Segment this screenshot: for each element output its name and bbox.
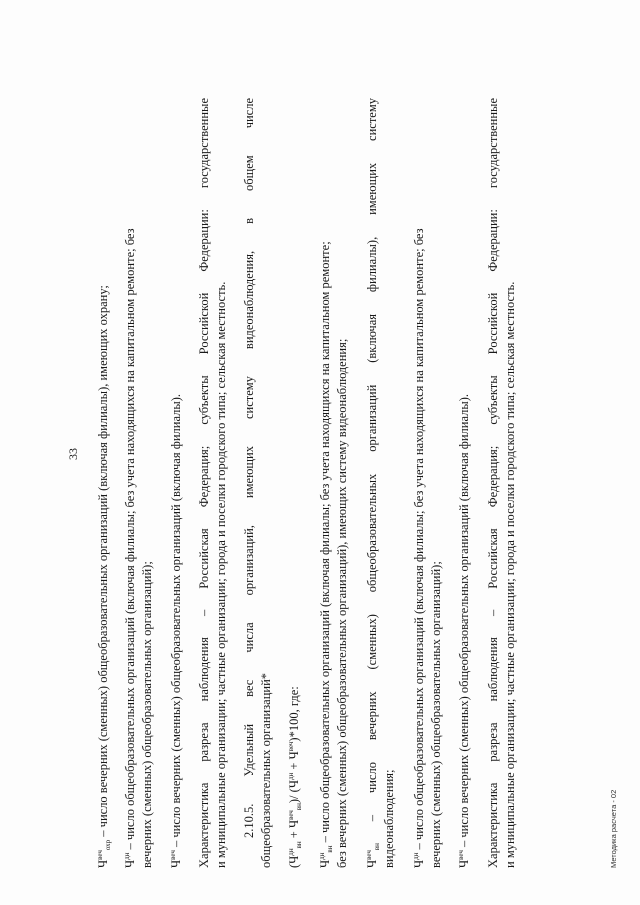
section-heading (241, 98, 258, 868)
rotated-content (65, 38, 625, 868)
definition-ch-vech: $Ч^{веч}$ – число вечерних (сменных) общеобразовательных организаций (включая филиалы). (169, 393, 183, 868)
page-number: 33 (66, 448, 80, 460)
observation-characteristic-2: Характеристика разреза наблюдения – Российская Федерация; субъекты Российской Федерации: государственные (486, 98, 500, 868)
definition-ch-dn-2: $Ч^{дн}$ – число общеобразовательных организаций (включая филиалы; без учета находящихся на капитальном ремонте; без (412, 228, 426, 868)
definition-ch-dn-vn-cont: без вечерних (сменных) общеобразовательных организаций), имеющих систему видеонаблюдения; (335, 338, 349, 868)
observation-characteristic-1-cont: и муниципальные организации; частные организации; города и поселки городского типа; сельская местность. (214, 281, 228, 868)
definition-ch-dn: $Ч^{дн}$ – число общеобразовательных организаций (включая филиалы; без учета находящихся на капитальном ремонте; без (123, 228, 137, 868)
definition-ch-dn-cont: вечерних (сменных) общеобразовательных организаций); (140, 561, 154, 868)
definition-ch-vech-2: $Ч^{веч}$ – число вечерних (сменных) общеобразовательных организаций (включая филиалы). (457, 393, 471, 868)
page-footer: Методика расчета - 02 (609, 789, 618, 868)
definition-ch-dn-vn: $Ч^{дн}_{вн}$ – число общеобразовательных организаций (включая филиалы; без учета находящихся на капитальном ремонте; (318, 241, 334, 868)
observation-characteristic-2-cont: и муниципальные организации; частные организации; города и поселки городского типа; сельская местность. (503, 281, 517, 868)
formula: $(Ч^{дн}_{вн} + Ч^{веч}_{вн})/$ $(Ч^{дн} + Ч^{веч})*100$, где: (287, 686, 303, 868)
section-title-cont: общеобразовательных организаций* (259, 672, 273, 868)
definition-ch-vech-ohr: $Ч^{веч}_{охр}$ – число вечерних (сменных) общеобразовательных организаций (включая филиалы), имеющих охрану; (96, 285, 112, 868)
definition-ch-vech-vn-cont: видеонаблюдения; (382, 769, 396, 868)
section-title: Удельный вес числа организаций, имеющих систему видеонаблюдения, в общем числе (242, 98, 256, 777)
definition-ch-dn-2-cont: вечерних (сменных) общеобразовательных организаций); (429, 561, 443, 868)
observation-characteristic-1: Характеристика разреза наблюдения – Российская Федерация; субъекты Российской Федерации: государственные (197, 98, 211, 868)
definition-ch-vech-vn: $Ч^{веч}_{вн}$ – число вечерних (сменных) общеобразовательных организаций (включая филиалы), имеющих систему (365, 98, 381, 868)
section-number: 2.10.5. (242, 803, 256, 838)
